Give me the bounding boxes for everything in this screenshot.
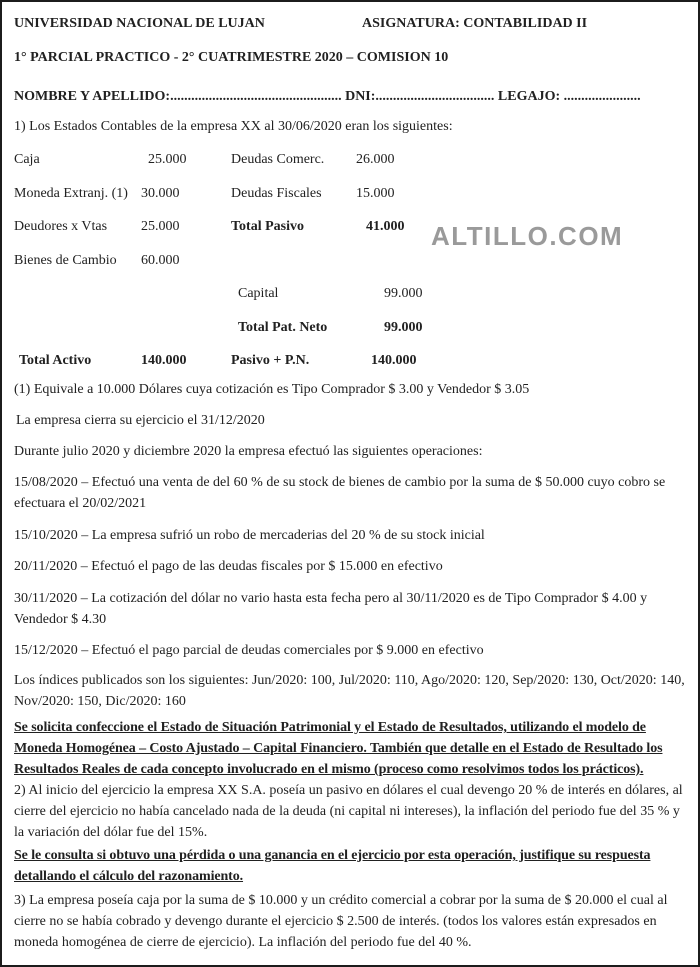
- table-cell: Total Pasivo: [231, 219, 304, 234]
- exercise2-request: Se le consulta si obtuvo una pérdida o una ganancia en el ejercicio por esta operación, justifique su respuesta detallando el cálculo del razonamiento.: [14, 848, 651, 884]
- operations-intro: Durante julio 2020 y diciembre 2020 la empresa efectuó las siguientes operaciones:: [14, 444, 483, 459]
- table-cell: Deudas Fiscales: [231, 185, 322, 201]
- table-cell: 15.000: [356, 185, 395, 201]
- currency-footnote: (1) Equivale a 10.000 Dólares cuya cotización es Tipo Comprador $ 3.00 y Vendedor $ 3.05: [14, 382, 530, 397]
- operation-line: 30/11/2020 – La cotización del dólar no vario hasta esta fecha pero al 30/11/2020 es de Tipo Comprador $ 4.00 y Vendedor $ 4.30: [14, 591, 648, 627]
- student-info-line: NOMBRE Y APELLIDO:................................................. DNI:.................................. LEGAJO: ......................: [14, 89, 641, 104]
- table-cell: [141, 317, 231, 351]
- table-cell: Capital: [238, 286, 279, 301]
- document-header: [14, 13, 690, 34]
- table-cell: [231, 250, 356, 284]
- table-cell: 99.000: [384, 319, 423, 335]
- exercise3-text: 3) La empresa poseía caja por la suma de $ 10.000 y un crédito comercial a cobrar por la suma de $ 20.000 el cual al cierre no se había cobrado y devengo durante el ejercicio $ 2.500 de interés. (todos los valores están expresados en moneda homogénea de cierre de ejercicio). La inflación del periodo fue del 40 %.: [14, 893, 668, 950]
- table-cell: [141, 283, 231, 317]
- table-cell: 30.000: [141, 185, 180, 201]
- table-cell: 140.000: [371, 353, 417, 368]
- price-indices-line: Los índices publicados son los siguientes: Jun/2020: 100, Jul/2020: 110, Ago/2020: 120, Sep/2020: 130, Oct/2020: 140, Nov/2020: 150, Dic/2020: 160: [14, 673, 685, 709]
- operation-line: 15/12/2020 – Efectuó el pago parcial de deudas comerciales por $ 9.000 en efectivo: [14, 643, 484, 658]
- table-cell: [356, 250, 690, 284]
- altillo-watermark: ALTILLO.COM: [431, 221, 624, 251]
- table-cell: 25.000: [141, 219, 180, 234]
- university-name: UNIVERSIDAD NACIONAL DE LUJAN: [14, 16, 265, 31]
- table-cell: [14, 283, 141, 317]
- exam-title: 1° PARCIAL PRACTICO - 2° CUATRIMESTRE 2020 – COMISION 10: [14, 50, 449, 65]
- balance-sheet-table: [14, 149, 690, 371]
- table-cell: 41.000: [366, 219, 405, 234]
- table-cell: 26.000: [356, 152, 395, 167]
- operation-line: 15/10/2020 – La empresa sufrió un robo de mercaderias del 20 % de su stock inicial: [14, 528, 485, 543]
- exercise1-intro: 1) Los Estados Contables de la empresa XX al 30/06/2020 eran los siguientes:: [14, 119, 453, 134]
- table-cell: Total Pat. Neto: [238, 319, 328, 335]
- table-cell: Pasivo + P.N.: [231, 353, 310, 368]
- table-cell: Moneda Extranj. (1): [14, 185, 128, 201]
- table-cell: 25.000: [148, 152, 187, 167]
- exercise1-request: Se solicita confeccione el Estado de Situación Patrimonial y el Estado de Resultados, utilizando el modelo de Moneda Homogénea – Costo Ajustado – Capital Financiero. También que detalle en el Estado de Resultado los Resultados Reales de cada concepto involucrado en el mismo (proceso como resolvimos todos los prácticos).: [14, 720, 663, 777]
- operation-line: 15/08/2020 – Efectuó una venta de del 60 % de su stock de bienes de cambio por la suma de $ 50.000 cuyo cobro se efectuara el 20/02/2021: [14, 475, 666, 511]
- closing-date-line: La empresa cierra su ejercicio el 31/12/2020: [16, 413, 265, 428]
- table-cell: Caja: [14, 152, 40, 167]
- table-cell: Total Activo: [19, 353, 92, 368]
- table-cell: 140.000: [141, 353, 187, 368]
- table-cell: 99.000: [384, 286, 423, 301]
- table-cell: 60.000: [141, 252, 180, 268]
- subject-name: ASIGNATURA: CONTABILIDAD II: [362, 16, 588, 31]
- operation-line: 20/11/2020 – Efectuó el pago de las deudas fiscales por $ 15.000 en efectivo: [14, 559, 443, 574]
- exercise2-text: 2) Al inicio del ejercicio la empresa XX S.A. poseía un pasivo en dólares el cual devengo 20 % de interés en dólares, al cierre del ejercicio no había cancelado nada de la deuda (ni capital ni intereses), la inflación del periodo fue del 35 % y la variación del dólar fue del 15%.: [14, 783, 683, 840]
- table-cell: Deudores x Vtas: [14, 219, 108, 234]
- table-cell: Deudas Comerc.: [231, 152, 325, 167]
- table-cell: [14, 317, 141, 351]
- table-cell: Bienes de Cambio: [14, 252, 117, 268]
